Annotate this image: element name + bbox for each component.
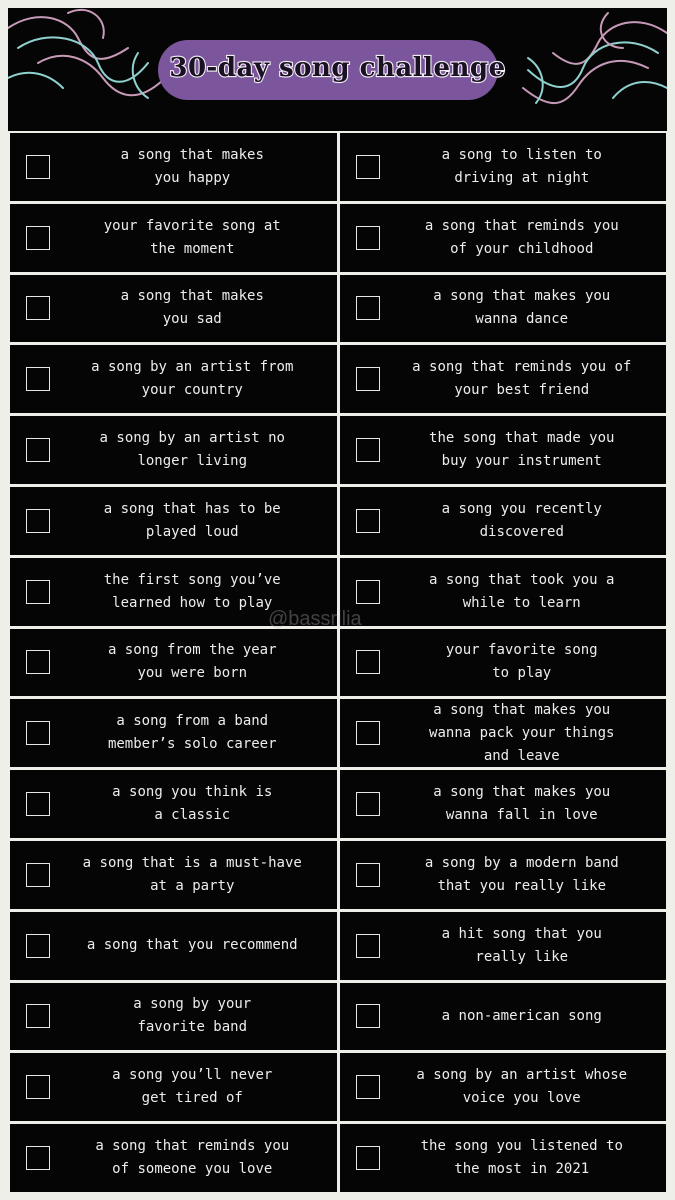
challenge-item bbox=[10, 1053, 337, 1121]
checkbox[interactable] bbox=[356, 1146, 380, 1170]
challenge-item-label: a song from a band member’s solo career bbox=[107, 713, 277, 753]
challenge-item bbox=[10, 1124, 337, 1192]
checkbox[interactable] bbox=[356, 155, 380, 179]
challenge-item bbox=[340, 912, 667, 980]
challenge-item bbox=[340, 487, 667, 555]
challenge-item bbox=[10, 629, 337, 697]
challenge-grid bbox=[8, 131, 668, 1192]
checkbox[interactable] bbox=[356, 438, 380, 462]
challenge-item-label: a song to listen to driving at night bbox=[441, 146, 602, 186]
challenge-item bbox=[10, 275, 337, 343]
checkbox[interactable] bbox=[356, 863, 380, 887]
checkbox[interactable] bbox=[356, 1004, 380, 1028]
challenge-item-label: the song you listened to the most in 2021 bbox=[420, 1138, 623, 1178]
checkbox[interactable] bbox=[356, 509, 380, 533]
challenge-item-label: the first song you’ve learned how to play bbox=[103, 571, 281, 611]
challenge-item-label: a song that makes you wanna dance bbox=[433, 288, 611, 328]
page-title: 30-day song challenge bbox=[169, 53, 506, 83]
challenge-item bbox=[10, 204, 337, 272]
challenge-item-label: a song that is a must-have at a party bbox=[82, 854, 302, 894]
checkbox[interactable] bbox=[26, 934, 50, 958]
challenge-item bbox=[10, 487, 337, 555]
challenge-item-label: a song by an artist from your country bbox=[91, 359, 294, 399]
checkbox[interactable] bbox=[26, 580, 50, 604]
checkbox[interactable] bbox=[356, 367, 380, 391]
challenge-item-label: a song from the year you were born bbox=[107, 642, 277, 682]
challenge-item-label: a song you think is a classic bbox=[112, 784, 273, 824]
challenge-item-label: a song by an artist whose voice you love bbox=[416, 1067, 628, 1107]
checkbox[interactable] bbox=[26, 721, 50, 745]
checkbox[interactable] bbox=[26, 155, 50, 179]
challenge-item-label: a song by a modern band that you really like bbox=[424, 854, 619, 894]
challenge-item-label: a hit song that you really like bbox=[441, 925, 602, 965]
checkbox[interactable] bbox=[356, 792, 380, 816]
challenge-item-label: a song by an artist no longer living bbox=[99, 430, 285, 470]
checkbox[interactable] bbox=[356, 580, 380, 604]
challenge-item bbox=[340, 345, 667, 413]
challenge-item bbox=[10, 558, 337, 626]
checkbox[interactable] bbox=[26, 650, 50, 674]
challenge-item-label: a song that reminds you of someone you love bbox=[95, 1138, 290, 1178]
checkbox[interactable] bbox=[26, 1146, 50, 1170]
challenge-item bbox=[340, 1124, 667, 1192]
challenge-item bbox=[340, 770, 667, 838]
checkbox[interactable] bbox=[356, 296, 380, 320]
challenge-item bbox=[340, 629, 667, 697]
challenge-item bbox=[340, 983, 667, 1051]
challenge-item-label: a song that makes you wanna fall in love bbox=[433, 784, 611, 824]
challenge-item-label: a song that has to be played loud bbox=[103, 500, 281, 540]
challenge-item bbox=[10, 983, 337, 1051]
challenge-item bbox=[340, 133, 667, 201]
challenge-item bbox=[10, 416, 337, 484]
checkbox[interactable] bbox=[26, 367, 50, 391]
challenge-item-label: a song that you recommend bbox=[86, 937, 298, 954]
checkbox[interactable] bbox=[356, 650, 380, 674]
checkbox[interactable] bbox=[26, 1075, 50, 1099]
checkbox[interactable] bbox=[356, 1075, 380, 1099]
challenge-item-label: a song that took you a while to learn bbox=[429, 571, 615, 611]
checkbox[interactable] bbox=[356, 226, 380, 250]
checkbox[interactable] bbox=[26, 226, 50, 250]
challenge-item-label: the song that made you buy your instrument bbox=[429, 430, 615, 470]
challenge-item bbox=[340, 275, 667, 343]
challenge-item bbox=[10, 841, 337, 909]
challenge-item bbox=[340, 1053, 667, 1121]
checkbox[interactable] bbox=[26, 863, 50, 887]
challenge-item bbox=[340, 416, 667, 484]
challenge-item-label: a song you recently discovered bbox=[441, 500, 602, 540]
challenge-item-label: your favorite song to play bbox=[445, 642, 598, 682]
challenge-item-label: a song you’ll never get tired of bbox=[112, 1067, 273, 1107]
challenge-item bbox=[340, 841, 667, 909]
challenge-item-label: a song that makes you sad bbox=[120, 288, 264, 328]
challenge-item bbox=[10, 912, 337, 980]
challenge-item bbox=[10, 770, 337, 838]
challenge-item bbox=[340, 204, 667, 272]
checkbox[interactable] bbox=[26, 296, 50, 320]
challenge-item-label: a song that reminds you of your childhood bbox=[424, 217, 619, 257]
checkbox[interactable] bbox=[356, 721, 380, 745]
challenge-item bbox=[10, 699, 337, 767]
challenge-item-label: a song that makes you wanna pack your things and leave bbox=[429, 701, 615, 764]
challenge-item-label: your favorite song at the moment bbox=[103, 217, 281, 257]
challenge-item bbox=[340, 699, 667, 767]
challenge-item-label: a non-american song bbox=[441, 1007, 602, 1024]
checkbox[interactable] bbox=[26, 438, 50, 462]
challenge-item bbox=[10, 345, 337, 413]
checkbox[interactable] bbox=[26, 1004, 50, 1028]
challenge-item-label: a song that reminds you of your best friend bbox=[412, 359, 632, 399]
checkbox[interactable] bbox=[26, 792, 50, 816]
challenge-item-label: a song that makes you happy bbox=[120, 146, 264, 186]
challenge-item-label: a song by your favorite band bbox=[133, 996, 252, 1036]
challenge-item bbox=[340, 558, 667, 626]
watermark: @bassrilia bbox=[268, 608, 362, 630]
challenge-item bbox=[10, 133, 337, 201]
checkbox[interactable] bbox=[356, 934, 380, 958]
checkbox[interactable] bbox=[26, 509, 50, 533]
